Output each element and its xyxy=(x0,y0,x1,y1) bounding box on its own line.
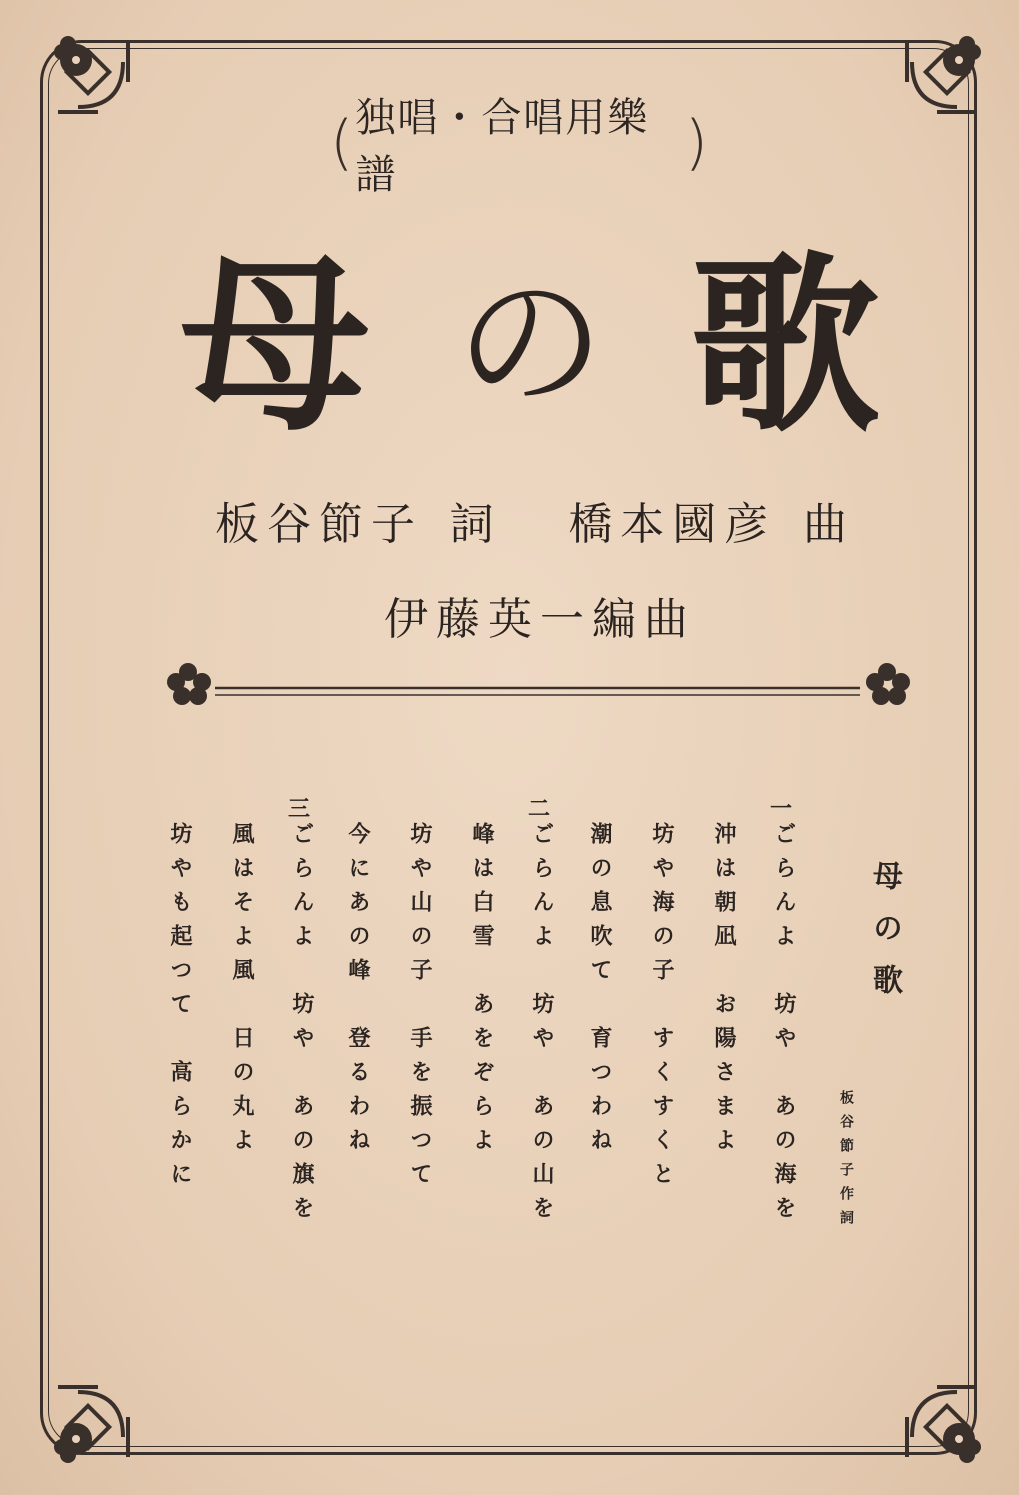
credits-line xyxy=(215,490,855,550)
corner-flower-ornament-bottom-right xyxy=(887,1367,997,1477)
verse-number-3: 三 xyxy=(288,797,311,822)
subtitle xyxy=(330,95,710,198)
verse-1-line-1: ごらんよ 坊や あの海を xyxy=(771,822,796,1230)
flower-divider xyxy=(160,650,915,710)
subtitle-text: 独唱・合唱用樂譜 xyxy=(355,95,650,198)
title-char-1: 母 xyxy=(180,235,371,457)
verse-number-1: 一 xyxy=(770,797,793,822)
verse-1-line-4: 潮の息吹て 育つわね xyxy=(587,822,612,1162)
lyricist-name: 板谷節子 xyxy=(215,499,423,550)
lyrics-author: 板谷節子作詞 xyxy=(838,1090,854,1234)
title-char-2: の xyxy=(454,257,605,431)
composer-role: 曲 xyxy=(802,499,855,550)
verse-3-line-2: 風はそよ風 日の丸よ xyxy=(229,822,254,1162)
verse-2-line-2: 峰は白雪 あをぞらよ xyxy=(469,822,494,1162)
composer-name: 橋本國彦 xyxy=(568,499,777,550)
lyrics-title: 母の歌 xyxy=(867,860,902,1016)
arranger-line: 伊藤英一編曲 xyxy=(384,594,696,645)
close-bracket: ) xyxy=(684,108,710,178)
corner-flower-ornament-top-right xyxy=(887,22,997,132)
verse-3-line-1: ごらんよ 坊や あの旗を xyxy=(289,822,314,1230)
title-char-3: 歌 xyxy=(689,235,880,457)
lyricist-role: 詞 xyxy=(449,499,502,550)
page-title xyxy=(180,215,880,457)
verse-3-line-3: 坊やも起つて 高らかに xyxy=(167,822,192,1196)
verse-1-line-3: 坊や海の子 すくすくと xyxy=(649,822,674,1196)
corner-flower-ornament-bottom-left xyxy=(38,1367,148,1477)
open-bracket: ( xyxy=(330,108,356,178)
corner-flower-ornament-top-left xyxy=(38,22,148,132)
verse-2-line-3: 坊や山の子 手を振つて xyxy=(407,822,432,1196)
verse-2-line-1: ごらんよ 坊や あの山を xyxy=(529,822,554,1230)
verse-number-2: 二 xyxy=(528,797,551,822)
verse-1-line-2: 沖は朝凪 お陽さまよ xyxy=(711,822,736,1162)
verse-2-line-4: 今にあの峰 登るわね xyxy=(345,822,370,1162)
